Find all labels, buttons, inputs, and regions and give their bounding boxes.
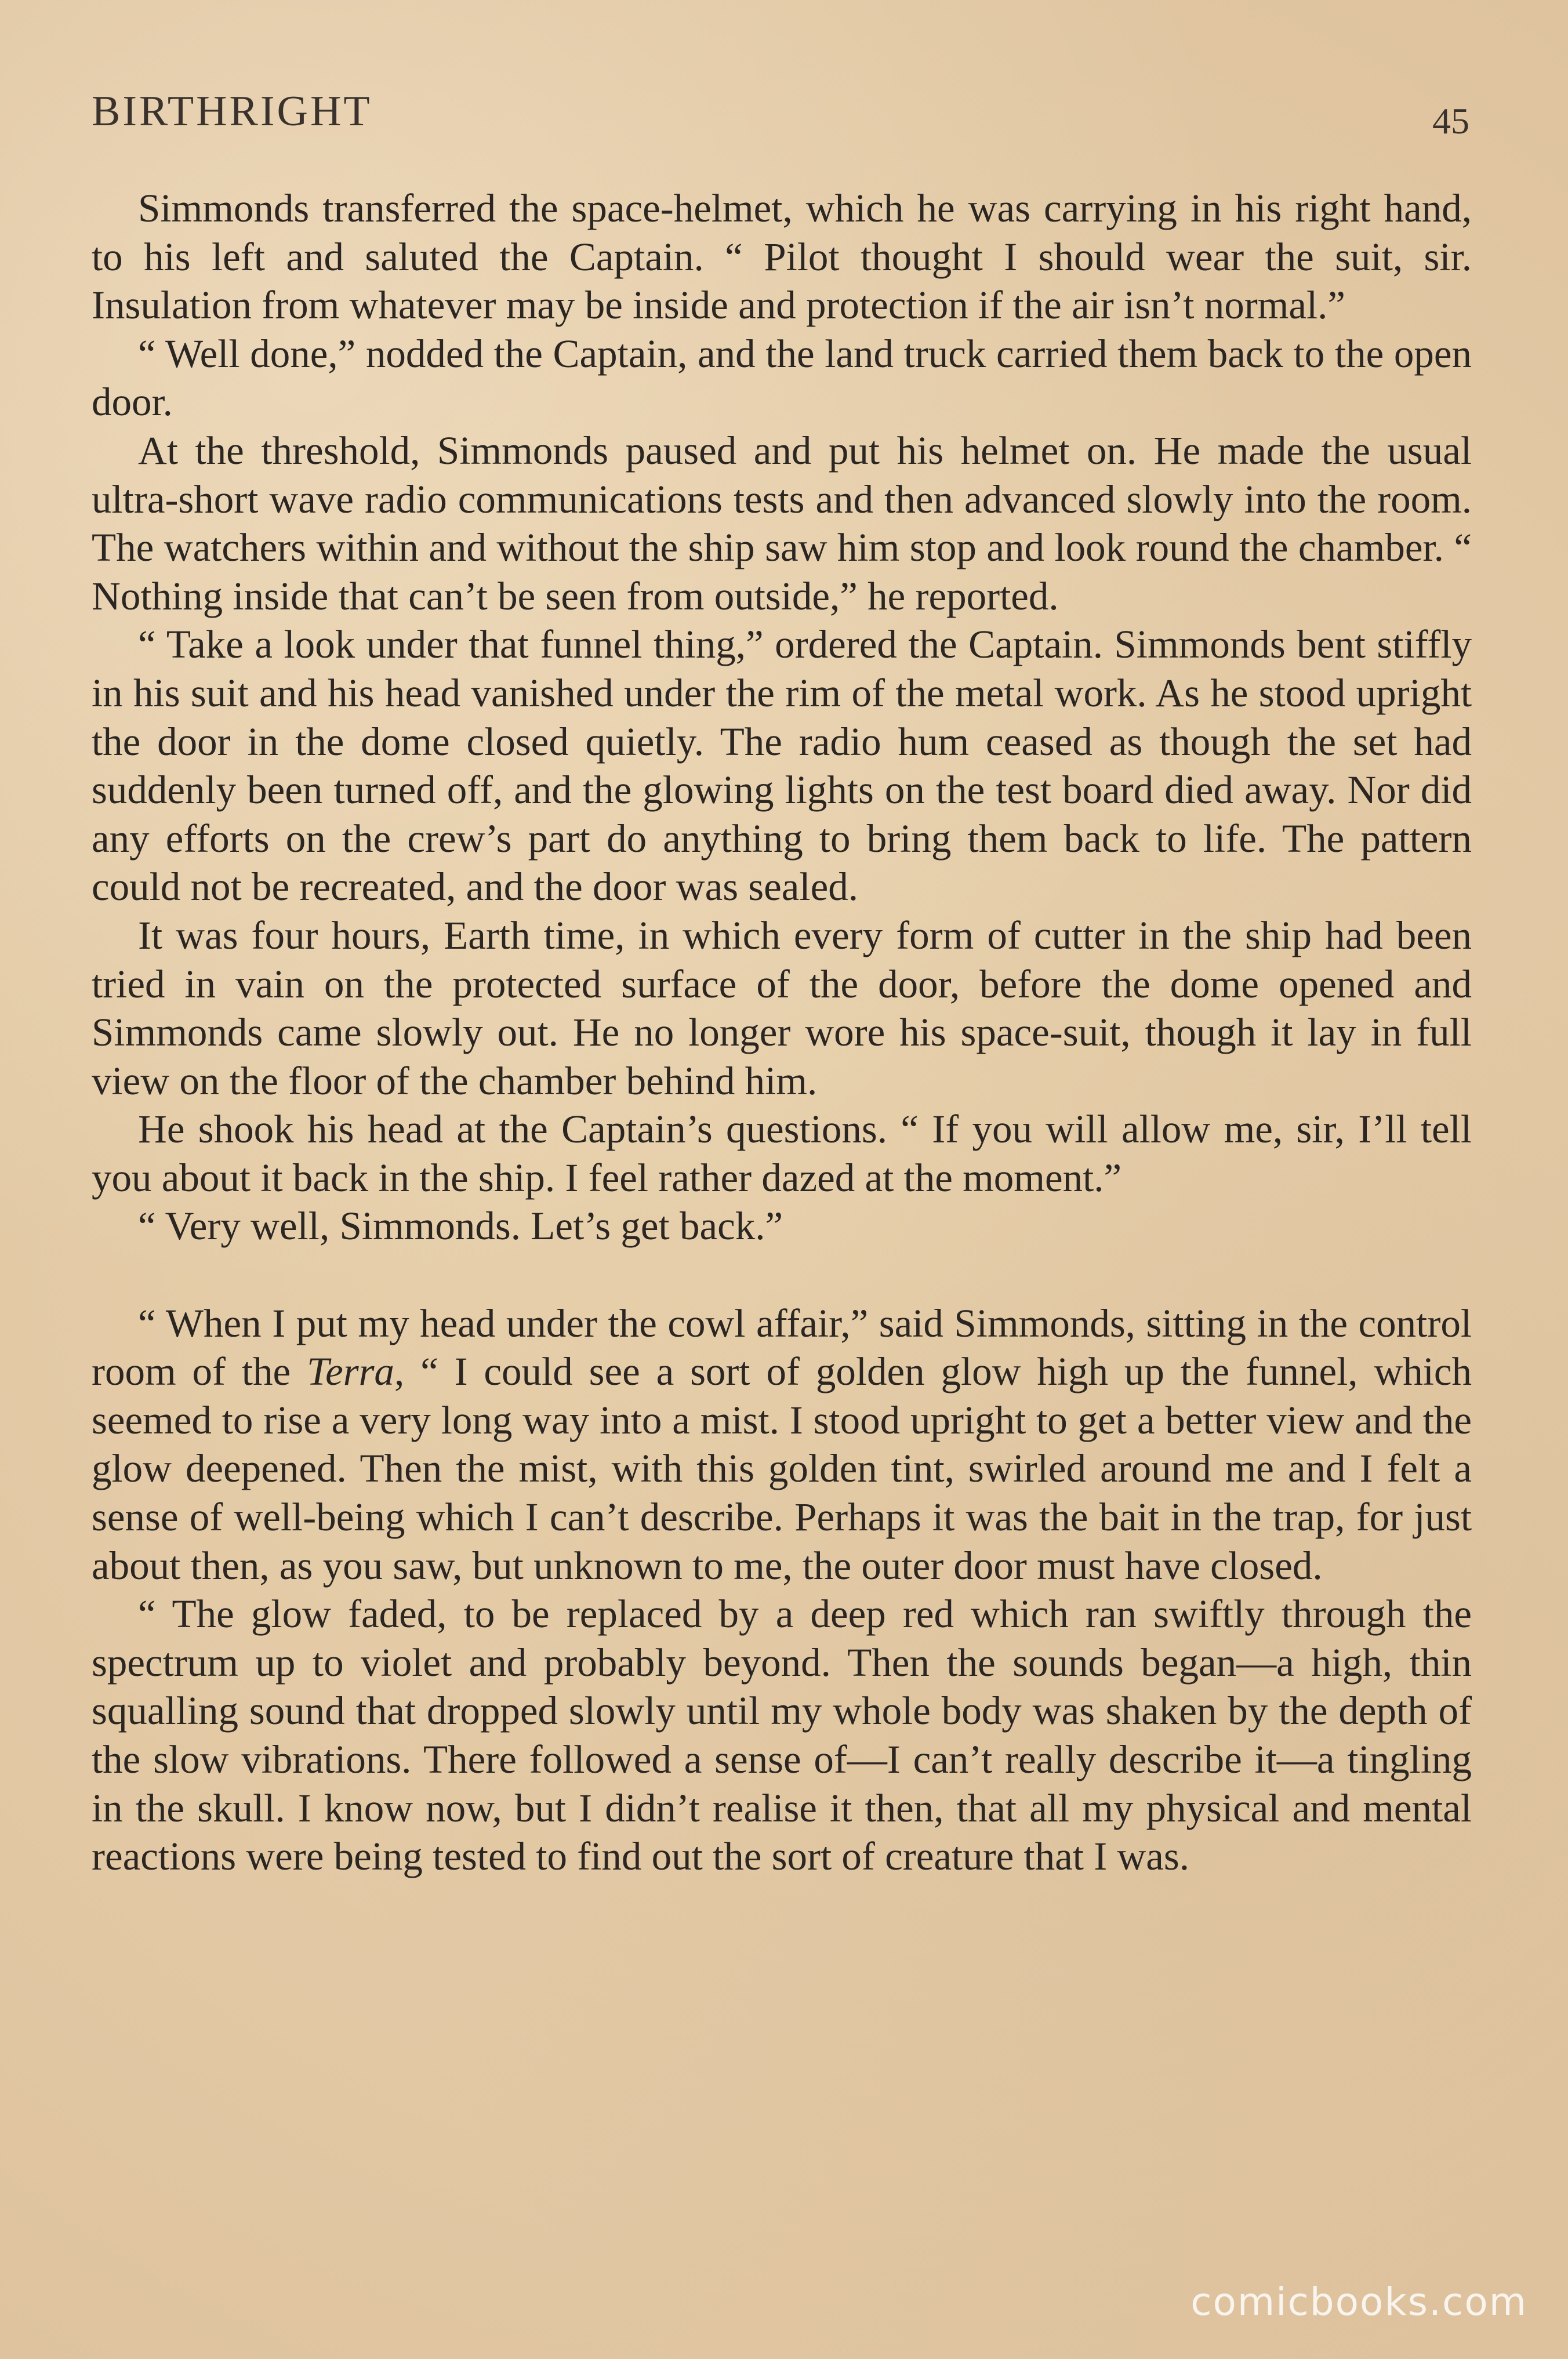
paragraph — [92, 1300, 1472, 1591]
watermark: comicbooks.com — [1190, 2280, 1527, 2324]
paragraph: “ Take a look under that funnel thing,” ordered the Captain. Simmonds bent stiffly in his suit and his head vanished under the rim of the metal work. As he stood upright the door in the dome closed quietly. The radio hum ceased as though the set had suddenly been turned off, and the glowing lights on the test board died away. Nor did any efforts on the crew’s part do anything to bring them back to life. The pattern could not be recreated, and the door was sealed. — [92, 622, 1472, 909]
paragraph: “ The glow faded, to be replaced by a deep red which ran swiftly through the spectrum up to violet and probably beyond. Then the sounds began—a high, thin squalling sound that dropped slowly until my whole body was shaken by the depth of the slow vibrations. There followed a sense of—I can’t really describe it—a tingling in the skull. I know now, but I didn’t realise it then, that all my physical and mental reactions were being tested to find out the sort of creature that I was. — [92, 1592, 1472, 1879]
paragraph-text: , “ I could see a sort of golden glow high up the funnel, which seemed to rise a very long way into a mist. I stood upright to get a better view and the glow deepened. Then the mist, with this golden tint, swirled around me and I felt a sense of well-being which I can’t describe. Perhaps it was the bait in the trap, for just about then, as you saw, but unknown to me, the outer door must have closed. — [92, 1349, 1472, 1588]
running-title: BIRTHRIGHT — [92, 88, 372, 135]
ship-name: Terra — [307, 1349, 394, 1394]
paragraph: He shook his head at the Captain’s questions. “ If you will allow me, sir, I’ll tell you about it back in the ship. I feel rather dazed at the moment.” — [92, 1107, 1472, 1200]
paragraph: Simmonds transferred the space-helmet, which he was carrying in his right hand, to his left and saluted the Captain. “ Pilot thought I should wear the suit, sir. Insulation from whatever may be inside and protection if the air isn’t normal.” — [92, 186, 1472, 328]
body-text — [92, 184, 1472, 1881]
paragraph: “ Well done,” nodded the Captain, and the land truck carried them back to the open door. — [92, 331, 1472, 424]
paragraph: It was four hours, Earth time, in which every form of cutter in the ship had been tried in vain on the protected surface of the door, before the dome opened and Simmonds came slowly out. He no longer wore his space-suit, though it lay in full view on the floor of the chamber behind him. — [92, 913, 1472, 1103]
paragraph: “ Very well, Simmonds. Let’s get back.” — [138, 1204, 783, 1249]
paragraph-text: “ When I put my head under the cowl affair,” said Simmonds, sitting in the control room of the — [92, 1301, 1472, 1394]
paragraph: At the threshold, Simmonds paused and put his helmet on. He made the usual ultra-short wave radio communications tests and then advanced slowly into the room. The watchers within and without the ship saw him stop and look round the chamber. “ Nothing inside that can’t be seen from outside,” he reported. — [92, 428, 1472, 618]
page-number: 45 — [1432, 100, 1469, 141]
